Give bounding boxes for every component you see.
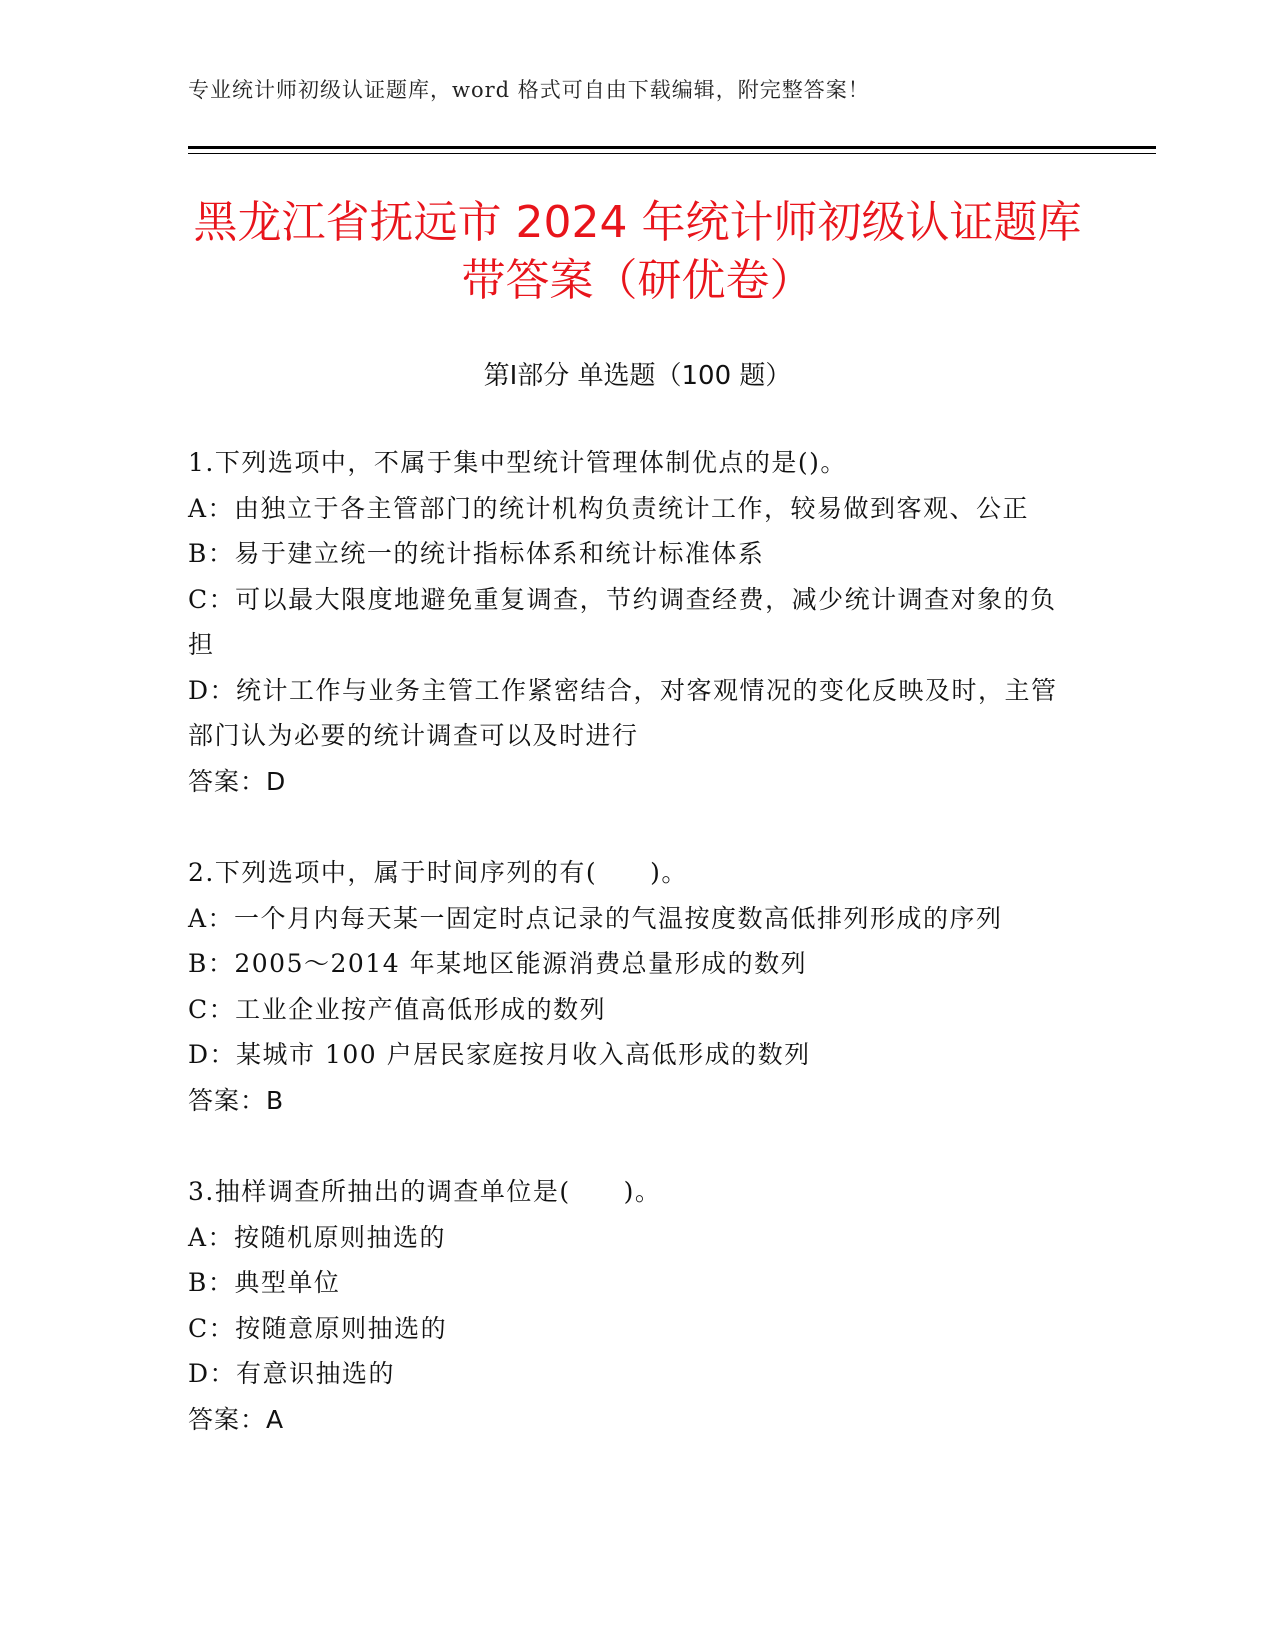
option-a [188, 896, 1088, 942]
option-b-text: B：2005～2014 年某地区能源消费总量形成的数列 [188, 949, 808, 978]
question-3 [188, 1169, 1088, 1442]
option-b [188, 531, 1088, 577]
option-d [188, 1032, 1088, 1078]
answer-label: 答案：A [188, 1404, 285, 1434]
question-stem: 2.下列选项中，属于时间序列的有( )。 [188, 858, 688, 887]
option-a-text: A：由独立于各主管部门的统计机构负责统计工作，较易做到客观、公正 [188, 493, 1030, 523]
question-1 [188, 440, 1088, 804]
option-c-text: C：工业企业按产值高低形成的数列 [188, 994, 607, 1024]
option-a [188, 1215, 1088, 1261]
option-d-text: D：统计工作与业务主管工作紧密结合，对客观情况的变化反映及时，主管部门认为必要的统计调查可以及时进行 [188, 675, 1058, 750]
option-d [188, 1351, 1088, 1397]
answer-label: 答案：B [188, 1085, 285, 1115]
question-list [188, 440, 1088, 1488]
option-b [188, 941, 1088, 987]
option-b-text: B：典型单位 [188, 1268, 341, 1297]
document-title-line-2: 带答案（研优卷） [461, 255, 814, 306]
option-c [188, 987, 1088, 1033]
option-c [188, 1306, 1088, 1352]
header-note: 专业统计师初级认证题库，word 格式可自由下载编辑，附完整答案！ [188, 78, 870, 102]
question-2 [188, 850, 1088, 1123]
option-c-text: C：按随意原则抽选的 [188, 1313, 448, 1343]
option-c-text: C：可以最大限度地避免重复调查，节约调查经费，减少统计调查对象的负担 [188, 584, 1057, 659]
option-d-text: D：有意识抽选的 [188, 1359, 396, 1388]
option-a [188, 486, 1088, 532]
option-d-text: D：某城市 100 户居民家庭按月收入高低形成的数列 [188, 1040, 811, 1069]
question-stem: 3.抽样调查所抽出的调查单位是( )。 [188, 1177, 662, 1206]
option-b-text: B：易于建立统一的统计指标体系和统计标准体系 [188, 539, 765, 568]
question-stem: 1.下列选项中，不属于集中型统计管理体制优点的是()。 [188, 448, 847, 477]
header-rule-thin [188, 153, 1156, 154]
answer-label: 答案：D [188, 766, 287, 796]
option-a-text: A：按随机原则抽选的 [188, 1222, 447, 1252]
option-a-text: A：一个月内每天某一固定时点记录的气温按度数高低排列形成的序列 [188, 903, 1003, 933]
document-title [100, 194, 1175, 310]
section-heading: 第Ⅰ部分 单选题（100 题） [483, 361, 792, 391]
option-b [188, 1260, 1088, 1306]
option-c [188, 577, 1088, 668]
header-rule-thick [188, 146, 1156, 149]
option-d [188, 668, 1088, 759]
document-title-line-1: 黑龙江省抚远市 2024 年统计师初级认证题库 [193, 197, 1082, 248]
